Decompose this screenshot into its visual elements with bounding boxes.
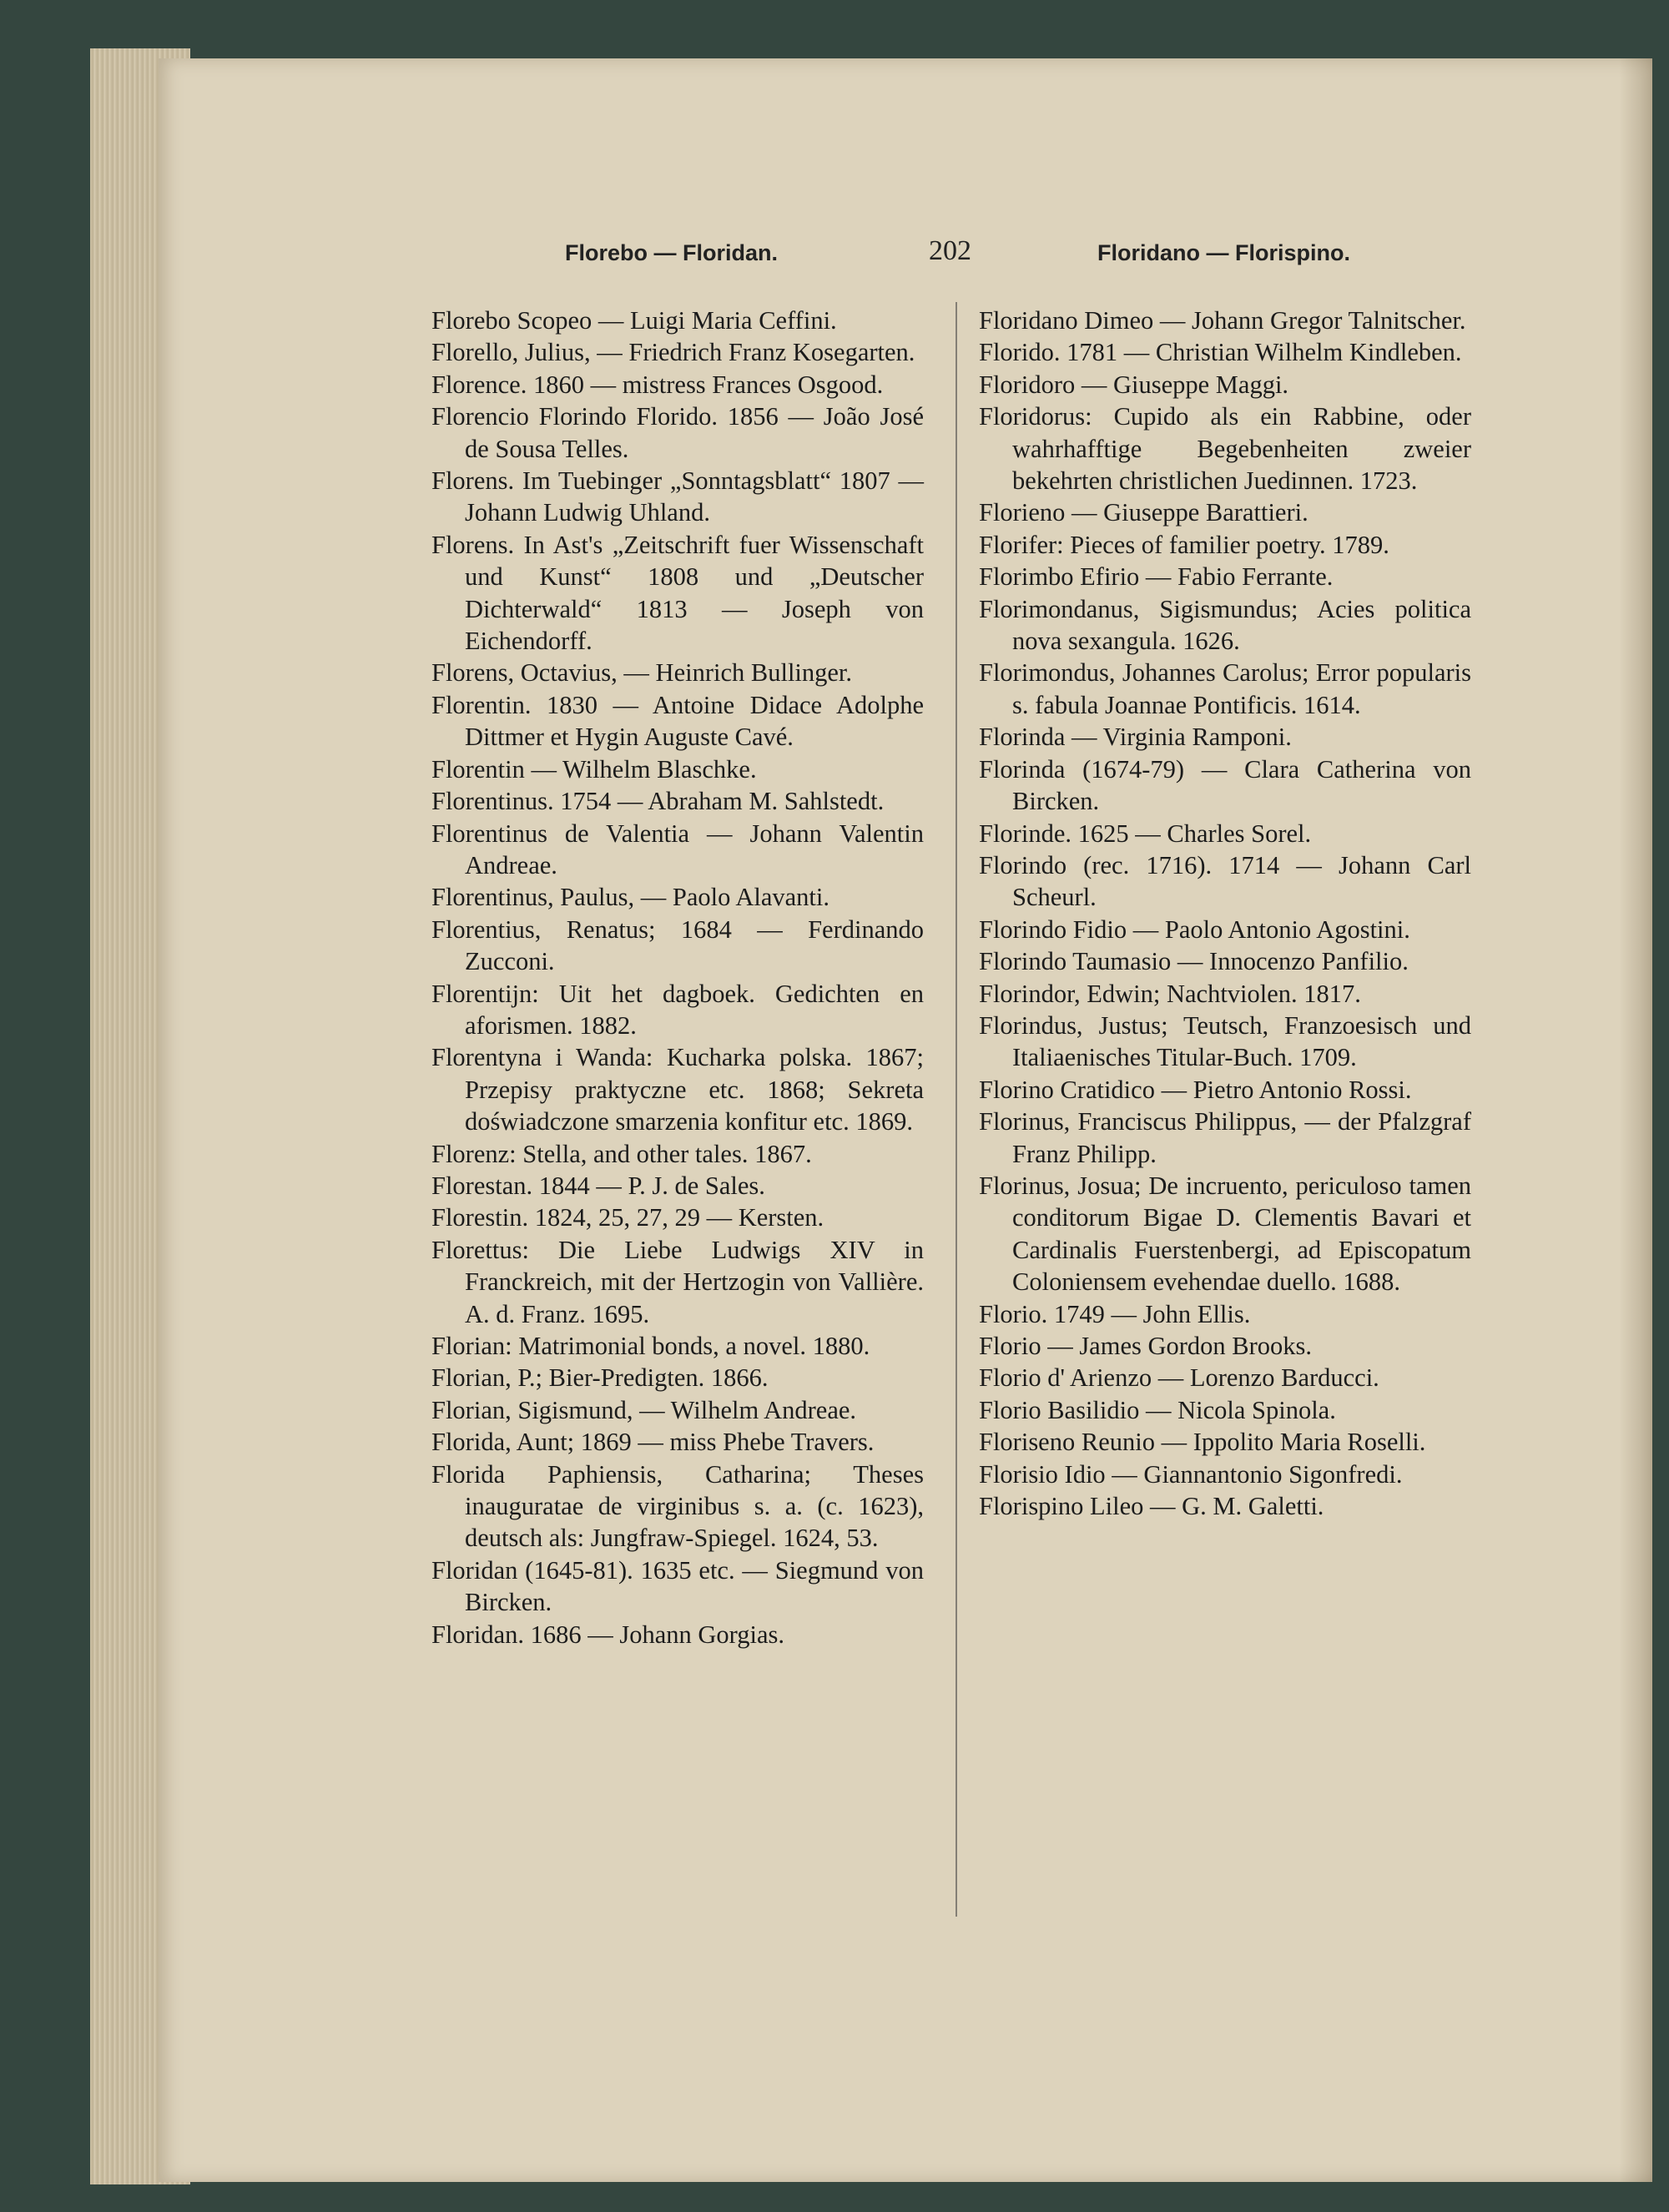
index-entry: Florio. 1749 — John Ellis.: [979, 1299, 1251, 1328]
index-entry: Floridan (1645-81). 1635 etc. — Siegmund von Bircken.: [431, 1555, 924, 1617]
index-entry: Florio — James Gordon Brooks.: [979, 1332, 1313, 1360]
index-entry: Florenz: Stella, and other tales. 1867.: [431, 1139, 812, 1168]
index-entry: Florentinus. 1754 — Abraham M. Sahlstedt.: [431, 787, 885, 816]
index-entry: Florestan. 1844 — P. J. de Sales.: [431, 1171, 765, 1200]
index-entry: Florian: Matrimonial bonds, a novel. 1880.: [431, 1332, 870, 1360]
index-entry: Florian, Sigismund, — Wilhelm Andreae.: [431, 1395, 857, 1424]
index-entry: Florentinus, Paulus, — Paolo Alavanti.: [431, 883, 829, 912]
index-entry: Floridano Dimeo — Johann Gregor Talnitscher.: [979, 306, 1466, 335]
index-entry: Florisio Idio — Giannantonio Sigonfredi.: [979, 1459, 1403, 1489]
index-entry: Florens. Im Tuebinger „Sonntagsblatt“ 1807 — Johann Ludwig Uhland.: [431, 466, 924, 527]
index-entry: Florio Basilidio — Nicola Spinola.: [979, 1395, 1336, 1424]
running-head-right: Floridano — Florispino.: [1097, 240, 1350, 265]
index-entry: Floriseno Reunio — Ippolito Maria Roselli.: [979, 1428, 1426, 1457]
index-entry: Florestin. 1824, 25, 27, 29 — Kersten.: [431, 1203, 824, 1232]
index-entry: Florens. In Ast's „Zeitschrift fuer Wissenschaft und Kunst“ 1808 und „Deutscher Dichterwald“ 1813 — Joseph von Eichendorff.: [431, 530, 924, 656]
index-entry: Floridorus: Cupido als ein Rabbine, oder wahrhafftige Begebenheiten zweier bekehrten christlichen Juedinnen. 1723.: [979, 402, 1471, 496]
index-entry: Florino Cratidico — Pietro Antonio Rossi.: [979, 1075, 1412, 1104]
index-entry: Florinus, Franciscus Philippus, — der Pfalzgraf Franz Philipp.: [979, 1107, 1471, 1168]
index-entry: Florentijn: Uit het dagboek. Gedichten en aforismen. 1882.: [431, 979, 924, 1040]
index-entry: Florentin — Wilhelm Blaschke.: [431, 754, 757, 784]
index-entry: Florello, Julius, — Friedrich Franz Kosegarten.: [431, 338, 915, 367]
running-head-left: Florebo — Floridan.: [565, 240, 778, 265]
index-entry: Florindor, Edwin; Nachtviolen. 1817.: [979, 979, 1361, 1008]
index-entry: Florio d' Arienzo — Lorenzo Barducci.: [979, 1363, 1379, 1393]
right-column: [979, 305, 1471, 1522]
index-entry: Florieno — Giuseppe Barattieri.: [979, 498, 1308, 527]
index-entry: Florindus, Justus; Teutsch, Franzoesisch und Italiaenisches Titular-Buch. 1709.: [979, 1010, 1471, 1072]
index-entry: Florentin. 1830 — Antoine Didace Adolphe Dittmer et Hygin Auguste Cavé.: [431, 690, 924, 752]
index-entry: Florinda (1674-79) — Clara Catherina von Bircken.: [979, 754, 1471, 816]
column-divider: [956, 302, 957, 1917]
index-entry: Florimondus, Johannes Carolus; Error popularis s. fabula Joannae Pontificis. 1614.: [979, 658, 1471, 719]
index-entry: Florebo Scopeo — Luigi Maria Ceffini.: [431, 306, 837, 335]
index-entry: Florentinus de Valentia — Johann Valentin Andreae.: [431, 819, 924, 879]
index-entry: Florida Paphiensis, Catharina; Theses inauguratae de virginibus s. a. (c. 1623), deutsch als: Jungfraw-Spiegel. 1624, 53.: [431, 1459, 924, 1553]
index-entry: Florian, P.; Bier-Predigten. 1866.: [431, 1363, 769, 1393]
index-entry: Florinde. 1625 — Charles Sorel.: [979, 819, 1312, 848]
index-entry: Florinda — Virginia Ramponi.: [979, 723, 1292, 752]
index-entry: Florispino Lileo — G. M. Galetti.: [979, 1492, 1324, 1521]
index-entry: Florimondanus, Sigismundus; Acies politica nova sexangula. 1626.: [979, 594, 1471, 656]
index-entry: Florida, Aunt; 1869 — miss Phebe Travers.: [431, 1428, 875, 1457]
index-entry: Florindo Taumasio — Innocenzo Panfilio.: [979, 947, 1409, 976]
index-entry: Floridan. 1686 — Johann Gorgias.: [431, 1620, 785, 1649]
left-column: [431, 305, 924, 1650]
index-entry: Florettus: Die Liebe Ludwigs XIV in Franckreich, mit der Hertzogin von Vallière. A. d. Franz. 1695.: [431, 1235, 924, 1328]
index-entry: Florifer: Pieces of familier poetry. 1789.: [979, 530, 1389, 559]
index-entry: Florinus, Josua; De incruento, periculoso tamen conditorum Bigae D. Clementis Bavari et Cardinalis Fuerstenbergi, ad Episcopatum Coloniensem evehendae duello. 1688.: [979, 1171, 1471, 1297]
index-entry: Florido. 1781 — Christian Wilhelm Kindleben.: [979, 338, 1462, 367]
page-number: 202: [929, 235, 971, 266]
index-entry: Florentyna i Wanda: Kucharka polska. 1867; Przepisy praktyczne etc. 1868; Sekreta doświadczone smarzenia konfitur etc. 1869.: [431, 1043, 924, 1136]
index-entry: Florindo (rec. 1716). 1714 — Johann Carl Scheurl.: [979, 850, 1471, 912]
spine-shadow: [1619, 58, 1652, 2182]
index-entry: Florindo Fidio — Paolo Antonio Agostini.: [979, 915, 1410, 944]
index-entry: Florens, Octavius, — Heinrich Bullinger.: [431, 658, 853, 688]
index-entry: Florence. 1860 — mistress Frances Osgood.: [431, 370, 884, 399]
index-entry: Florencio Florindo Florido. 1856 — João José de Sousa Telles.: [431, 402, 924, 463]
index-entry: Floridoro — Giuseppe Maggi.: [979, 370, 1289, 399]
index-entry: Florentius, Renatus; 1684 — Ferdinando Zucconi.: [431, 915, 924, 976]
index-entry: Florimbo Efirio — Fabio Ferrante.: [979, 562, 1334, 592]
